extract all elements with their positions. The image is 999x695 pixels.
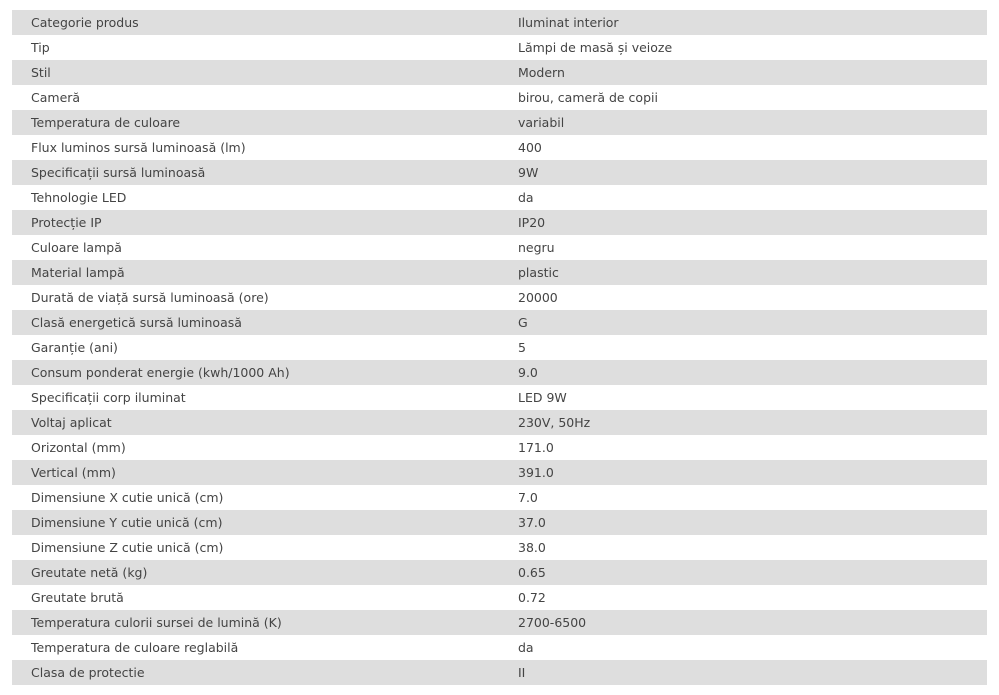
- spec-row: [12, 410, 987, 435]
- spec-value: 37.0: [518, 515, 546, 530]
- spec-value: II: [518, 665, 526, 680]
- spec-value: IP20: [518, 215, 546, 230]
- spec-value: 7.0: [518, 490, 538, 505]
- spec-row: [12, 435, 987, 460]
- spec-value: 171.0: [518, 440, 554, 455]
- spec-value: 0.65: [518, 565, 546, 580]
- spec-row: [12, 360, 987, 385]
- spec-row: [12, 285, 987, 310]
- spec-value: 5: [518, 340, 526, 355]
- spec-row: [12, 460, 987, 485]
- spec-row: [12, 135, 987, 160]
- spec-value: da: [518, 640, 534, 655]
- spec-label: Specificații sursă luminoasă: [31, 165, 206, 180]
- spec-label: Greutate brută: [31, 590, 124, 605]
- spec-row: [12, 185, 987, 210]
- spec-row: [12, 310, 987, 335]
- spec-label: Garanție (ani): [31, 340, 118, 355]
- spec-row: [12, 335, 987, 360]
- spec-row: [12, 385, 987, 410]
- spec-row: [12, 110, 987, 135]
- spec-value: birou, cameră de copii: [518, 90, 658, 105]
- spec-label: Protecție IP: [31, 215, 102, 230]
- spec-label: Temperatura de culoare reglabilă: [31, 640, 239, 655]
- spec-label: Stil: [31, 65, 51, 80]
- spec-value: 230V, 50Hz: [518, 415, 591, 430]
- spec-value: 9.0: [518, 365, 538, 380]
- spec-row: [12, 35, 987, 60]
- spec-row: [12, 60, 987, 85]
- spec-value: 400: [518, 140, 542, 155]
- spec-label: Dimensiune X cutie unică (cm): [31, 490, 224, 505]
- spec-row: [12, 85, 987, 110]
- spec-value: Lămpi de masă și veioze: [518, 40, 673, 55]
- spec-value: da: [518, 190, 534, 205]
- spec-label: Cameră: [31, 90, 81, 105]
- spec-label: Temperatura culorii sursei de lumină (K): [31, 615, 282, 630]
- spec-label: Voltaj aplicat: [31, 415, 112, 430]
- spec-value: plastic: [518, 265, 559, 280]
- spec-value: 20000: [518, 290, 558, 305]
- spec-label: Clasa de protectie: [31, 665, 145, 680]
- spec-label: Greutate netă (kg): [31, 565, 148, 580]
- spec-label: Dimensiune Y cutie unică (cm): [31, 515, 223, 530]
- spec-value: Modern: [518, 65, 565, 80]
- spec-label: Clasă energetică sursă luminoasă: [31, 315, 242, 330]
- spec-row: [12, 260, 987, 285]
- spec-label: Dimensiune Z cutie unică (cm): [31, 540, 224, 555]
- spec-label: Durată de viață sursă luminoasă (ore): [31, 290, 269, 305]
- spec-label: Orizontal (mm): [31, 440, 126, 455]
- spec-label: Tehnologie LED: [31, 190, 127, 205]
- spec-label: Culoare lampă: [31, 240, 122, 255]
- spec-label: Tip: [31, 40, 50, 55]
- spec-value: negru: [518, 240, 555, 255]
- spec-row: [12, 210, 987, 235]
- spec-table-body: [12, 10, 987, 685]
- spec-value: 0.72: [518, 590, 546, 605]
- spec-value: variabil: [518, 115, 565, 130]
- spec-label: Consum ponderat energie (kwh/1000 Ah): [31, 365, 290, 380]
- spec-value: LED 9W: [518, 390, 567, 405]
- spec-row: [12, 510, 987, 535]
- spec-value: 2700-6500: [518, 615, 587, 630]
- spec-value: Iluminat interior: [518, 15, 619, 30]
- spec-row: [12, 535, 987, 560]
- spec-row: [12, 235, 987, 260]
- spec-row: [12, 610, 987, 635]
- spec-label: Vertical (mm): [31, 465, 116, 480]
- spec-row: [12, 485, 987, 510]
- spec-value: G: [518, 315, 528, 330]
- spec-value: 391.0: [518, 465, 554, 480]
- spec-label: Material lampă: [31, 265, 125, 280]
- spec-value: 9W: [518, 165, 539, 180]
- spec-row: [12, 635, 987, 660]
- spec-label: Flux luminos sursă luminoasă (lm): [31, 140, 246, 155]
- spec-row: [12, 160, 987, 185]
- spec-value: 38.0: [518, 540, 546, 555]
- spec-label: Categorie produs: [31, 15, 139, 30]
- spec-label: Temperatura de culoare: [31, 115, 181, 130]
- spec-table: [12, 10, 987, 685]
- spec-row: [12, 10, 987, 35]
- spec-row: [12, 585, 987, 610]
- spec-row: [12, 660, 987, 685]
- spec-row: [12, 560, 987, 585]
- spec-label: Specificații corp iluminat: [31, 390, 186, 405]
